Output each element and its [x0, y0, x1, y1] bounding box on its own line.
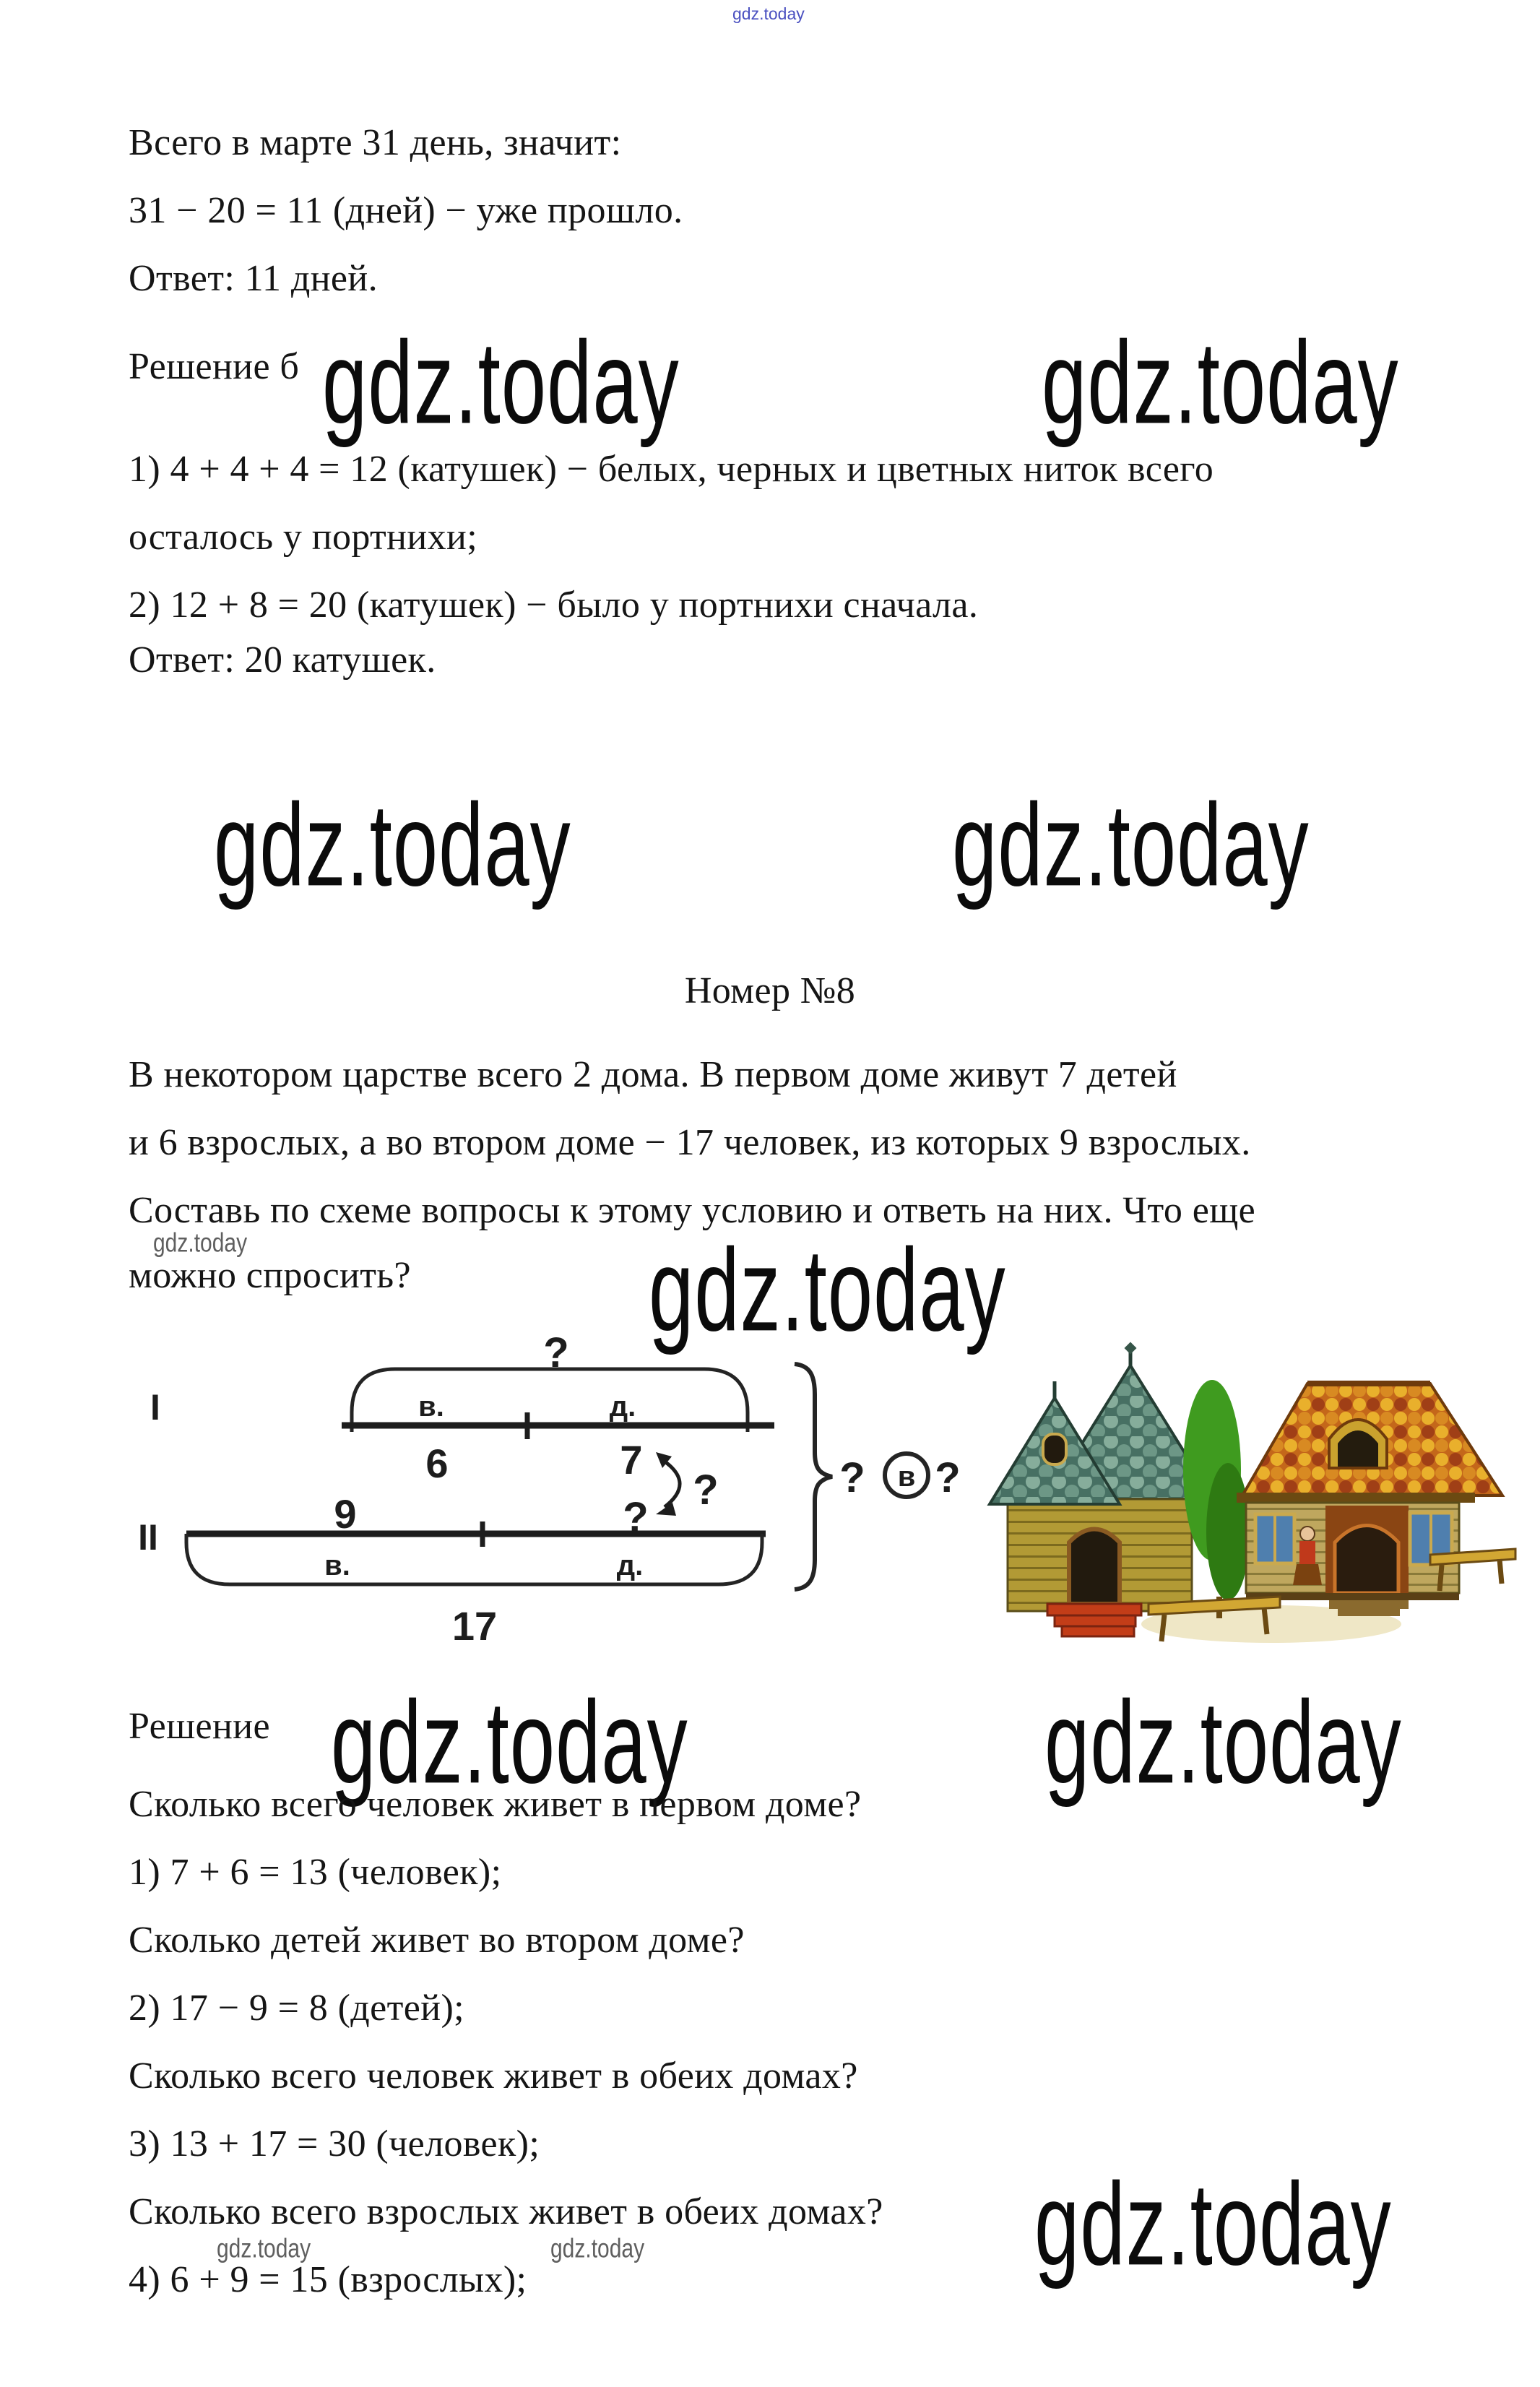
difference-question: ?	[693, 1467, 719, 1514]
bar2-bracket	[186, 1534, 762, 1584]
task8-line-4: можно спросить?	[129, 1255, 411, 1296]
total-brace	[795, 1364, 832, 1589]
watermark-big: gdz.today	[1044, 1676, 1402, 1808]
watermark-top: gdz.today	[732, 4, 805, 23]
watermark-big: gdz.today	[322, 316, 680, 449]
watermark-small: gdz.today	[550, 2234, 645, 2264]
watermark-big: gdz.today	[214, 779, 571, 911]
right-house-eaves	[1237, 1493, 1475, 1503]
solution8-question-3: Сколько всего человек живет в обеих домах?	[129, 2055, 858, 2097]
total1-question: ?	[543, 1329, 569, 1376]
bar2-total: 17	[451, 1603, 498, 1649]
solution8-label: Решение	[129, 1706, 270, 1747]
brace-question: ?	[839, 1454, 865, 1501]
left-house	[990, 1342, 1214, 1636]
houses-illustration	[968, 1315, 1540, 1654]
solution8-question-1: Сколько всего человек живет в первом доме?	[129, 1784, 862, 1825]
row1-label: I	[150, 1387, 160, 1428]
task8-line-3: Составь по схеме вопросы к этому условию и ответь на них. Что еще	[129, 1190, 1256, 1231]
task8-line-1: В некотором царстве всего 2 дома. В первом доме живут 7 детей	[129, 1054, 1177, 1095]
bar2-adults-value: 9	[334, 1491, 357, 1537]
right-house	[1237, 1384, 1502, 1616]
left-house-door	[1069, 1529, 1120, 1605]
bar1-adults-value: 6	[425, 1441, 449, 1486]
solution8-answer-3: 3) 13 + 17 = 30 (человек);	[129, 2123, 540, 2164]
watermark-small: gdz.today	[217, 2234, 311, 2264]
porch-step-2	[1338, 1609, 1400, 1616]
solution8-question-4: Сколько всего взрослых живет в обеих домах?	[129, 2191, 883, 2232]
march-line-1: Всего в марте 31 день, значит:	[129, 122, 622, 163]
spools-step-1b: осталось у портнихи;	[129, 517, 478, 558]
compare-arrow	[662, 1459, 680, 1507]
task8-line-2: и 6 взрослых, а во втором доме − 17 человек, из которых 9 взрослых.	[129, 1122, 1251, 1163]
watermark-small: gdz.today	[153, 1228, 248, 1259]
bar2-adults-label: в.	[324, 1550, 350, 1581]
row2-label: II	[138, 1517, 158, 1558]
solution8-answer-2: 2) 17 − 9 = 8 (детей);	[129, 1987, 465, 2029]
bar1-children-value: 7	[620, 1437, 643, 1482]
solution-b-label: Решение б	[129, 346, 300, 387]
solution8-answer-1: 1) 7 + 6 = 13 (человек);	[129, 1852, 502, 1893]
bar2-children-label: д.	[616, 1550, 644, 1581]
spools-step-1: 1) 4 + 4 + 4 = 12 (катушек) − белых, черных и цветных ниток всего	[129, 449, 1214, 490]
bar1-adults-label: в.	[418, 1391, 444, 1423]
left-house-attic-window	[1043, 1434, 1066, 1464]
march-line-2: 31 − 20 = 11 (дней) − уже прошло.	[129, 190, 683, 231]
spools-step-2: 2) 12 + 8 = 20 (катушек) − было у портнихи сначала.	[129, 584, 979, 626]
watermark-big: gdz.today	[1042, 316, 1399, 449]
porch-step-1	[1329, 1600, 1409, 1609]
task8-schema-diagram	[0, 1315, 968, 1654]
circled-letter: в	[897, 1461, 916, 1493]
watermark-big: gdz.today	[952, 779, 1310, 911]
solution8-question-2: Сколько детей живет во втором доме?	[129, 1920, 745, 1961]
watermark-big: gdz.today	[1034, 2158, 1392, 2290]
circled-question: ?	[935, 1454, 961, 1501]
march-answer: Ответ: 11 дней.	[129, 258, 378, 299]
bar1-children-label: д.	[609, 1391, 636, 1423]
solution8-answer-4: 4) 6 + 9 = 15 (взрослых);	[129, 2259, 527, 2300]
porch-arch	[1335, 1526, 1398, 1594]
watermark-big: gdz.today	[331, 1676, 688, 1808]
task8-heading: Номер №8	[684, 970, 856, 1011]
spools-answer: Ответ: 20 катушек.	[129, 639, 436, 681]
left-house-finial-tip	[1125, 1342, 1137, 1355]
bar2-children-question: ?	[623, 1494, 649, 1541]
watermark-big: gdz.today	[649, 1224, 1006, 1356]
left-house-stairs	[1047, 1604, 1141, 1636]
